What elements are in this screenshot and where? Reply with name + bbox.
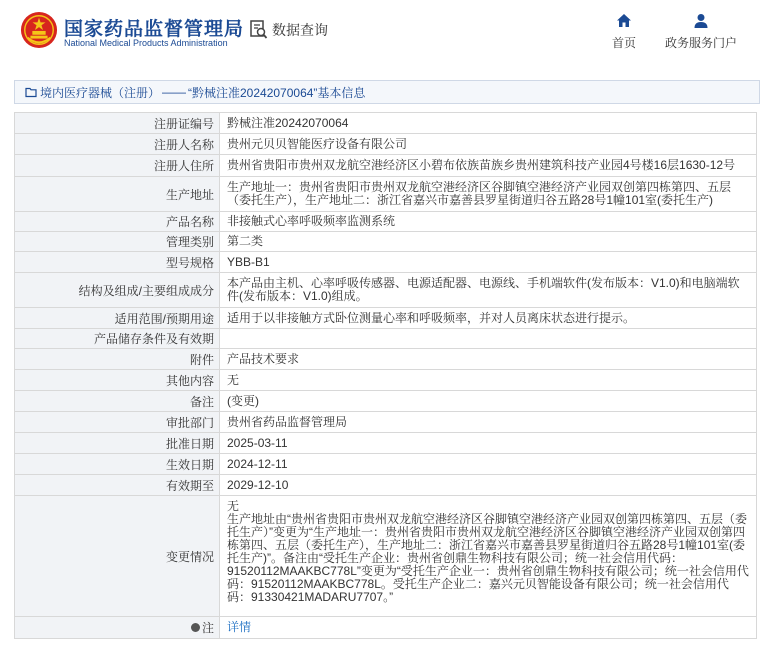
site-title-en: National Medical Products Administration — [64, 38, 228, 48]
row-label: 附件 — [15, 349, 220, 369]
site-title-cn: 国家药品监督管理局 — [64, 19, 245, 40]
row-label: 其他内容 — [15, 370, 220, 390]
row-label: 注册人名称 — [15, 134, 220, 154]
data-query-link[interactable] — [250, 18, 328, 42]
row-value: 适用于以非接触方式卧位测量心率和呼吸频率，并对人员离床状态进行提示。 — [227, 310, 636, 325]
table-row — [14, 308, 757, 329]
change-description: 生产地址由“贵州省贵阳市贵州双龙航空港经济区谷脚镇空港经济产业园双创第四栋第四、五层（委托生产）”变更为“生产地址一：贵州省贵阳市贵州双龙航空港经济区谷脚镇空港经济产业园双创第四栋第四、五层（委托生产），生产地址二：浙江省嘉兴市嘉善县罗星街道归谷五路28号1幢101室(委托生产)”。备注由“受托生产企业：贵州省创鼎生物科技有限公司；统一社会信用代码：91520112MAAKBC778L”变更为“受托生产企业一：贵州省创鼎生物科技有限公司；统一社会信用代码：91520112MAAKBC778L。受托生产企业二：嘉兴元贝智能设备有限公司；统一社会信用代码：91330421MADARU7707。” — [227, 512, 749, 604]
row-label: 变更情况 — [15, 496, 220, 616]
note-label: 注 — [201, 621, 214, 635]
home-icon — [616, 13, 632, 29]
table-row — [14, 349, 757, 370]
row-value: 2029-12-10 — [227, 477, 289, 492]
row-value: 贵州省药品监督管理局 — [227, 414, 348, 429]
table-row — [14, 134, 757, 155]
breadcrumb-category[interactable]: 境内医疗器械（注册） — [40, 85, 161, 100]
table-row — [14, 232, 757, 252]
table-row — [14, 273, 757, 308]
change-value — [220, 496, 756, 616]
row-label: 注册证编号 — [15, 113, 220, 133]
table-row — [14, 212, 757, 232]
row-label: 生产地址 — [15, 177, 220, 211]
row-label: 批准日期 — [15, 433, 220, 453]
nav-home[interactable] — [612, 13, 636, 51]
table-row — [14, 370, 757, 391]
row-label: 有效期至 — [15, 475, 220, 495]
row-value: 第二类 — [227, 234, 264, 248]
row-label: 结构及组成/主要组成成分 — [15, 273, 220, 307]
row-label: 生效日期 — [15, 454, 220, 474]
row-label — [15, 617, 220, 638]
data-query-label: 数据查询 — [272, 22, 328, 38]
change-none: 无 — [227, 499, 240, 513]
row-label: 适用范围/预期用途 — [15, 308, 220, 328]
row-value — [220, 617, 756, 638]
details-link[interactable]: 详情 — [227, 620, 252, 634]
row-value: 生产地址一：贵州省贵阳市贵州双龙航空港经济区谷脚镇空港经济产业园双创第四栋第四、五层（委托生产），生产地址二：浙江省嘉兴市嘉善县罗星街道归谷五路28号1幢101室(委托生产) — [227, 180, 732, 207]
breadcrumb-separator: —— — [162, 85, 187, 99]
row-value: (变更) — [227, 393, 259, 408]
row-value — [220, 329, 756, 348]
table-row — [14, 617, 757, 639]
row-label: 审批部门 — [15, 412, 220, 432]
row-label: 管理类别 — [15, 232, 220, 251]
detail-table — [14, 112, 757, 639]
user-icon — [693, 13, 709, 29]
row-label: 备注 — [15, 391, 220, 411]
table-row — [14, 433, 757, 454]
breadcrumb-record: “黔械注准20242070064”基本信息 — [188, 85, 366, 100]
table-row — [14, 113, 757, 134]
table-row — [14, 391, 757, 412]
table-row — [14, 177, 757, 212]
row-value: 贵州省贵阳市贵州双龙航空港经济区小碧布依族苗族乡贵州建筑科技产业园4号楼16层1630-12号 — [227, 158, 736, 172]
table-row — [14, 329, 757, 349]
nav-service-portal[interactable] — [665, 13, 737, 51]
pin-icon — [191, 623, 200, 632]
row-label: 产品储存条件及有效期 — [15, 329, 220, 348]
row-value: YBB-B1 — [227, 254, 270, 269]
folder-icon — [25, 86, 37, 98]
nav-home-label: 首页 — [612, 36, 637, 50]
row-value: 黔械注准20242070064 — [227, 115, 349, 130]
row-label: 注册人住所 — [15, 155, 220, 176]
row-value: 贵州元贝贝智能医疗设备有限公司 — [227, 136, 408, 151]
row-label: 产品名称 — [15, 212, 220, 231]
row-value: 无 — [227, 372, 240, 387]
row-value: 2024-12-11 — [227, 456, 288, 471]
national-emblem-logo — [20, 11, 58, 49]
document-search-icon — [250, 20, 268, 40]
row-label: 型号规格 — [15, 252, 220, 272]
table-row — [14, 496, 757, 617]
table-row — [14, 155, 757, 177]
breadcrumb — [14, 80, 760, 104]
row-value: 产品技术要求 — [227, 351, 300, 366]
row-value: 本产品由主机、心率呼吸传感器、电源适配器、电源线、手机端软件(发布版本：V1.0)和电脑端软件(发布版本：V1.0)组成。 — [227, 276, 740, 303]
table-row — [14, 412, 757, 433]
site-header — [0, 0, 760, 68]
row-value: 非接触式心率呼吸频率监测系统 — [227, 214, 396, 228]
nav-portal-label: 政务服务门户 — [665, 36, 738, 50]
table-row — [14, 252, 757, 273]
table-row — [14, 454, 757, 475]
row-value: 2025-03-11 — [227, 435, 288, 450]
table-row — [14, 475, 757, 496]
